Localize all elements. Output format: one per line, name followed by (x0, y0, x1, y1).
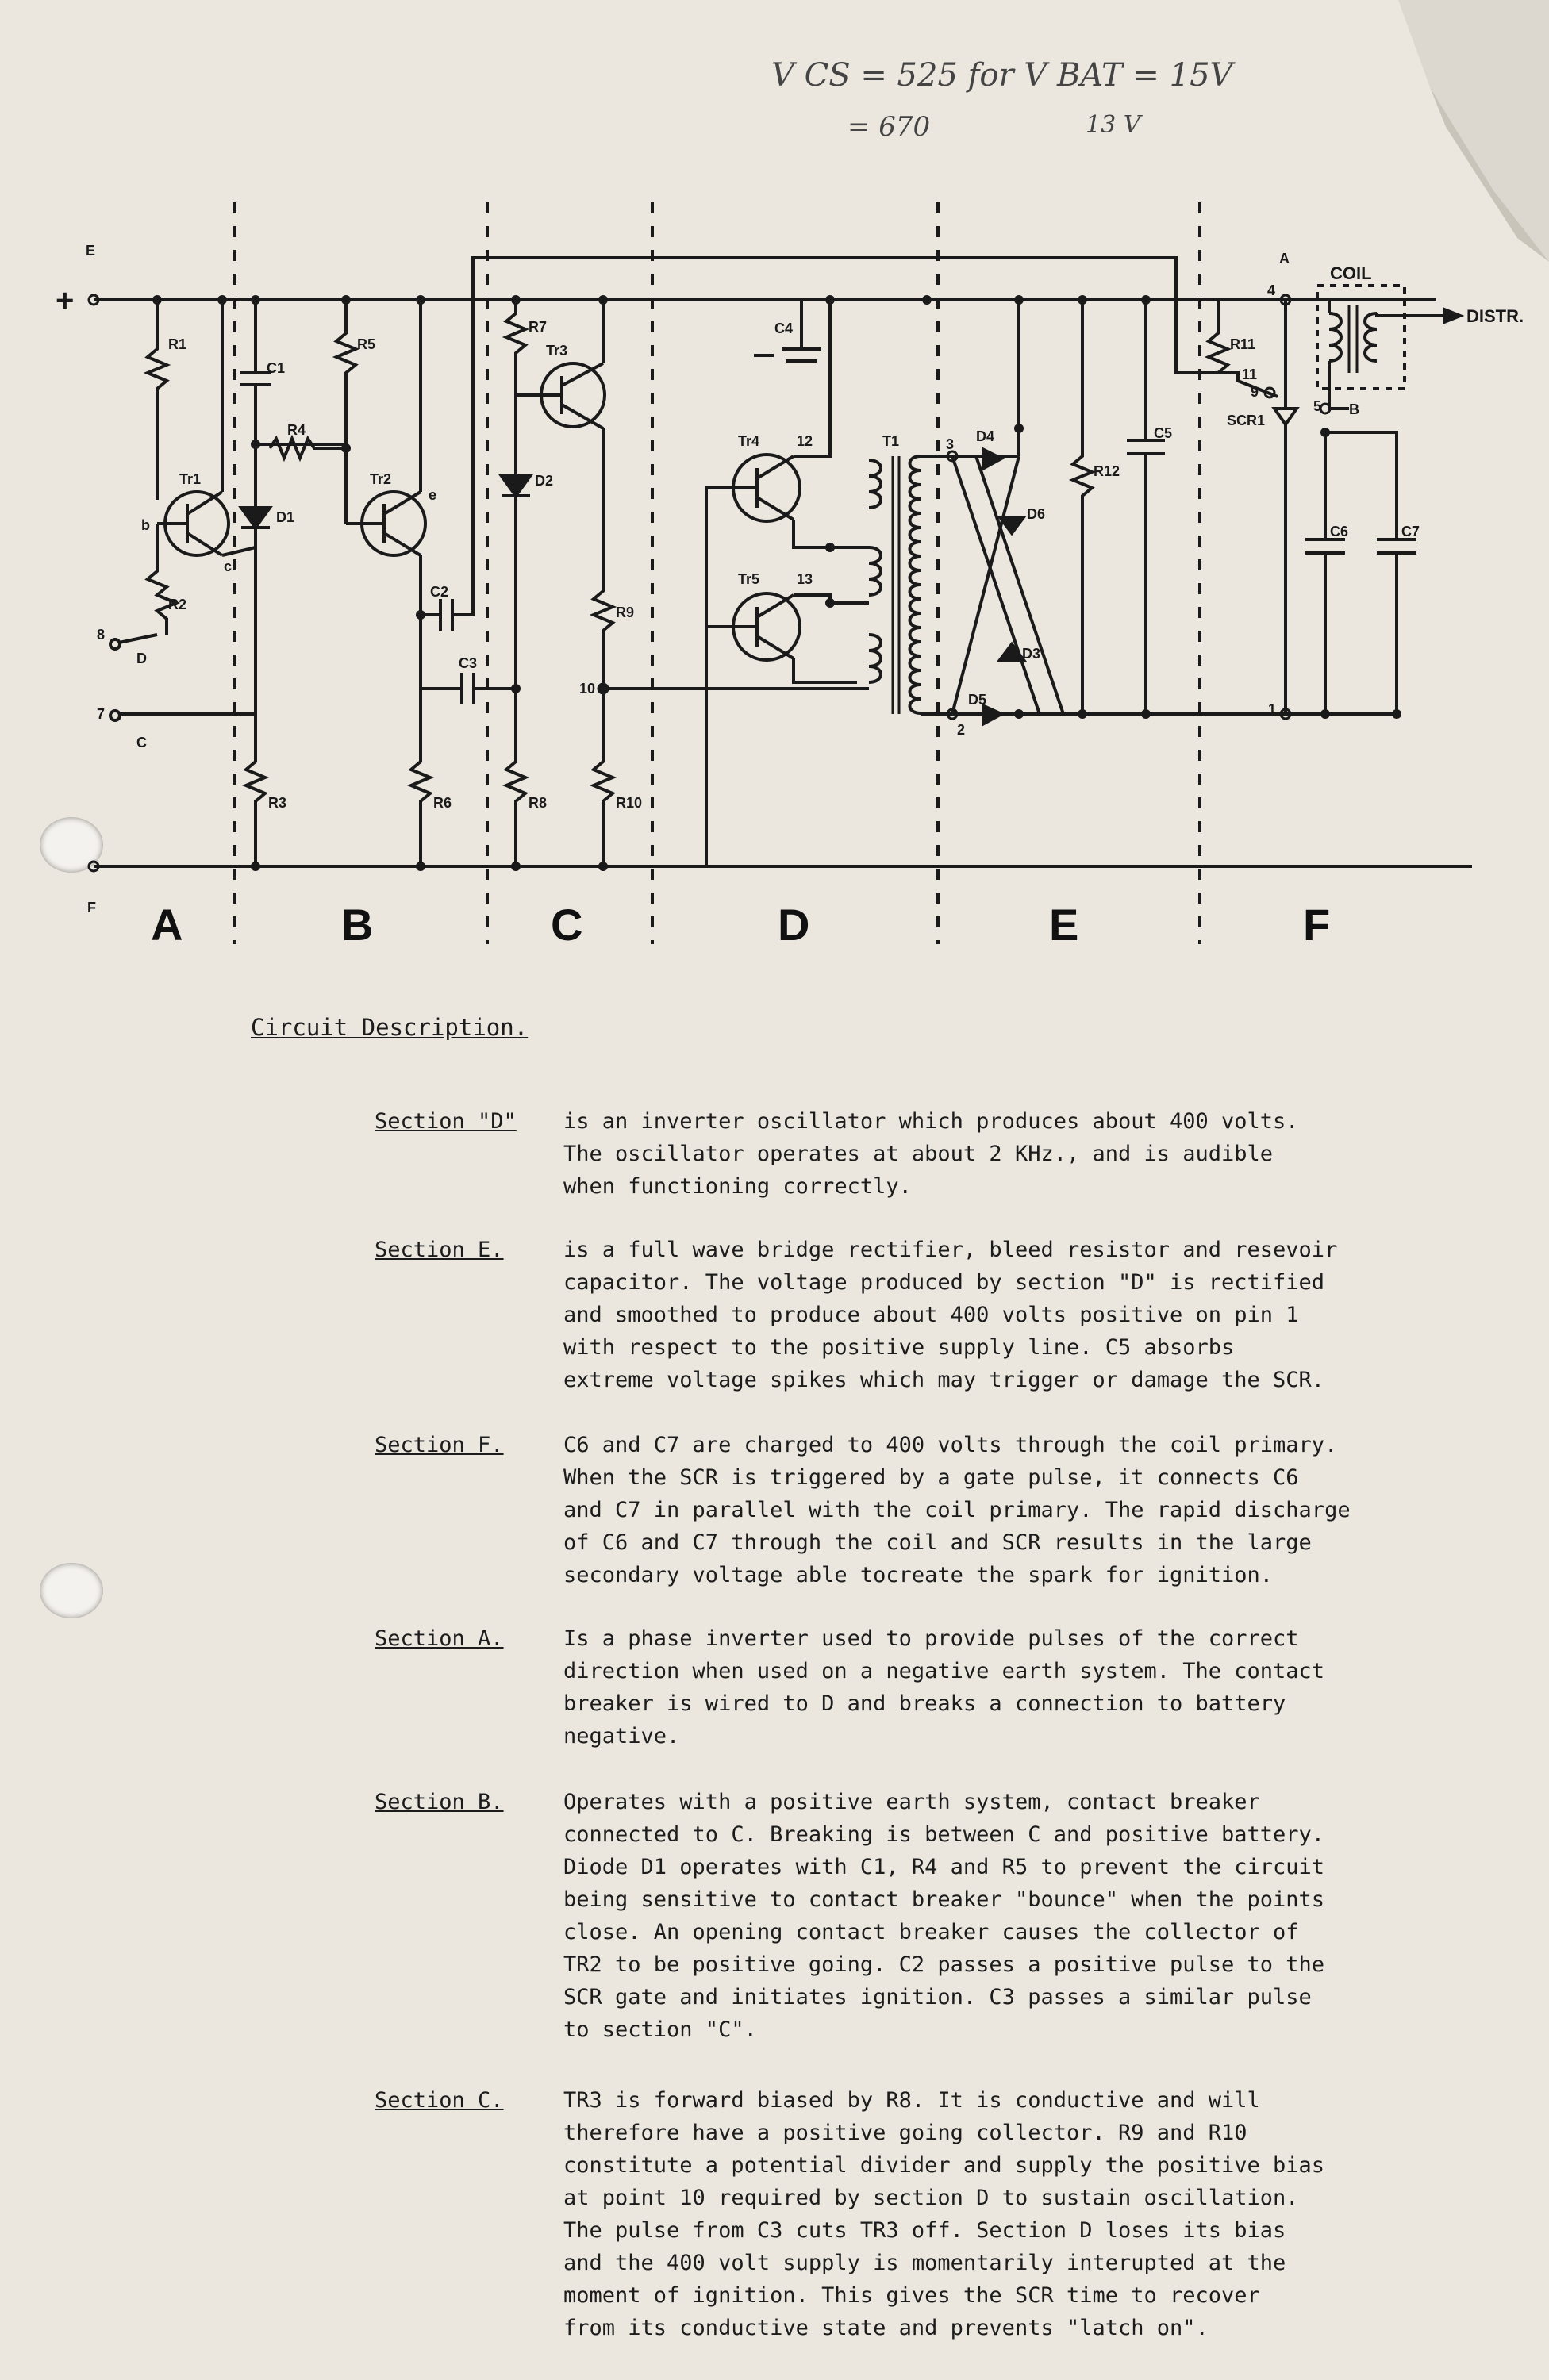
section-label: Section A. (375, 1626, 504, 1651)
terminal-label: B (1349, 401, 1359, 417)
component-label: C5 (1154, 425, 1173, 441)
component-label: Tr5 (738, 571, 760, 587)
section-label: Section F. (375, 1433, 504, 1457)
component-label: C1 (267, 360, 286, 376)
section-text-line: The oscillator operates at about 2 KHz., and is audible (563, 1142, 1274, 1166)
component-label: C4 (774, 321, 794, 336)
section-text-line: is a full wave bridge rectifier, bleed resistor and resevoir (563, 1238, 1338, 1262)
component-label: D4 (976, 428, 995, 444)
component-label: R3 (268, 795, 287, 811)
section-letter: C (551, 900, 583, 950)
terminal-label: F (87, 900, 96, 916)
capacitor-c6 (1305, 432, 1345, 714)
component-label: Tr3 (546, 343, 568, 359)
component-label: COIL (1330, 263, 1372, 283)
pin-label: b (141, 517, 150, 533)
handwritten-note: 13 V (1086, 111, 1141, 139)
section-text-line: capacitor. The voltage produced by section "D" is rectified (563, 1270, 1325, 1295)
diode-d2 (502, 476, 530, 496)
component-label: D1 (276, 509, 295, 525)
section-text-line: extreme voltage spikes which may trigger or damage the SCR. (563, 1368, 1325, 1392)
resistor-r6 (411, 615, 430, 866)
capacitor-c3 (421, 673, 516, 704)
terminal-label: 5 (1313, 398, 1322, 414)
terminal-label: E (86, 243, 96, 259)
resistor-r4 (270, 439, 346, 458)
section-letter: F (1303, 900, 1331, 950)
section-text-line: and the 400 volt supply is momentarily interupted at the (563, 2251, 1286, 2275)
section-text-line: at point 10 required by section D to sustain oscillation. (563, 2186, 1299, 2210)
terminal-label: 8 (97, 627, 106, 643)
diode-d1 (241, 508, 270, 528)
component-label: C3 (459, 655, 478, 671)
terminal-label: A (1279, 251, 1290, 267)
component-label: T1 (882, 433, 900, 449)
component-label: SCR1 (1227, 413, 1266, 428)
terminal-label: C (136, 735, 147, 750)
section-letter: B (341, 900, 374, 950)
terminal-label: 13 (797, 571, 813, 587)
component-label: D6 (1027, 506, 1046, 522)
component-label: R1 (168, 336, 187, 352)
resistor-r2 (148, 524, 176, 635)
coil-secondary (1365, 313, 1377, 361)
section-letter: D (778, 900, 810, 950)
component-label: R7 (529, 319, 548, 335)
capacitor-c7 (1325, 432, 1416, 714)
section-text-line: negative. (563, 1724, 680, 1749)
pin-label: c (224, 559, 233, 574)
component-label: R4 (287, 422, 306, 438)
terminal-label: 11 (1242, 367, 1258, 382)
section-text-line: breaker is wired to D and breaks a connection to battery (563, 1691, 1286, 1716)
section-label: Section C. (375, 2088, 504, 2113)
terminal-label: 7 (97, 706, 106, 722)
resistor-r8 (506, 460, 525, 866)
component-label: C6 (1330, 524, 1349, 539)
section-text-line: direction when used on a negative earth system. The contact (563, 1659, 1325, 1683)
diode-d6 (1000, 517, 1024, 533)
section-letter: E (1049, 900, 1079, 950)
terminal-label: 3 (946, 436, 955, 452)
component-label: R6 (433, 795, 452, 811)
section-text-line: being sensitive to contact breaker "bounce" when the points (563, 1887, 1325, 1912)
section-text-line: and C7 in parallel with the coil primary. The rapid discharge (563, 1498, 1351, 1522)
section-text-line: close. An opening contact breaker causes the collector of (563, 1920, 1299, 1944)
diode-d4 (984, 450, 1001, 468)
section-text-line: TR3 is forward biased by R8. It is conductive and will (563, 2088, 1260, 2113)
capacitor-c5 (1127, 300, 1165, 714)
section-text-line: when functioning correctly. (563, 1174, 912, 1199)
punch-hole (40, 1563, 103, 1618)
component-label: R8 (529, 795, 548, 811)
section-text-line: The pulse from C3 cuts TR3 off. Section D loses its bias (563, 2218, 1286, 2243)
component-label: R12 (1094, 463, 1120, 479)
section-text-line: constitute a potential divider and supply the positive bias (563, 2153, 1325, 2178)
resistor-r1 (148, 300, 167, 500)
resistor-r9-r10 (594, 428, 613, 866)
section-letter: A (151, 900, 183, 950)
handwritten-note: = 670 (848, 111, 931, 143)
component-label: D5 (968, 692, 987, 708)
section-text-line: connected to C. Breaking is between C and positive battery. (563, 1822, 1325, 1847)
terminal-label: + (56, 283, 75, 318)
section-text-line: therefore have a positive going collector. R9 and R10 (563, 2121, 1247, 2145)
resistor-r7 (506, 300, 525, 460)
section-text-line: SCR gate and initiates ignition. C3 passes a similar pulse (563, 1985, 1312, 2010)
terminal-label: 10 (579, 681, 596, 697)
terminal-label: 12 (797, 433, 813, 449)
component-label: R5 (357, 336, 376, 352)
component-label: R10 (616, 795, 643, 811)
resistor-r12 (1073, 300, 1092, 714)
section-text-line: C6 and C7 are charged to 400 volts through the coil primary. (563, 1433, 1338, 1457)
circuit-schematic (0, 0, 1549, 976)
section-text-line: from its conductive state and prevents "latch on". (563, 2316, 1209, 2340)
resistor-r5 (336, 300, 356, 448)
component-label: Tr2 (370, 471, 392, 487)
section-text-line: and smoothed to produce about 400 volts positive on pin 1 (563, 1303, 1299, 1327)
section-text-line: with respect to the positive supply line. C5 absorbs (563, 1335, 1235, 1360)
component-label: D3 (1022, 646, 1041, 662)
component-label: Tr4 (738, 433, 760, 449)
terminal-label: 4 (1267, 282, 1276, 298)
section-label: Section E. (375, 1238, 504, 1262)
section-text-line: to section "C". (563, 2017, 757, 2042)
capacitor-c2 (421, 258, 1218, 631)
section-text-line: moment of ignition. This gives the SCR time to recover (563, 2283, 1260, 2308)
resistor-r11 (1209, 300, 1228, 373)
transformer-t1-secondary (910, 456, 921, 713)
terminal-label: 9 (1251, 384, 1259, 400)
component-label: C2 (430, 584, 449, 600)
section-text-line: Diode D1 operates with C1, R4 and R5 to prevent the circuit (563, 1855, 1325, 1879)
page-title: Circuit Description. (251, 1014, 529, 1041)
section-text-line: Operates with a positive earth system, contact breaker (563, 1790, 1260, 1814)
pin-label: e (429, 487, 437, 503)
section-text-line: secondary voltage able tocreate the spark for ignition. (563, 1563, 1274, 1587)
section-text-line: TR2 to be positive going. C2 passes a positive pulse to the (563, 1952, 1325, 1977)
transformer-t1-primary (869, 460, 881, 682)
handwritten-note: V CS = 525 for V BAT = 15V (771, 57, 1233, 94)
component-label: D2 (535, 473, 554, 489)
section-text-line: Is a phase inverter used to provide pulses of the correct (563, 1626, 1299, 1651)
section-text-line: is an inverter oscillator which produces about 400 volts. (563, 1109, 1299, 1134)
component-label: R2 (168, 597, 187, 612)
terminal-label: D (136, 651, 147, 666)
component-label: R9 (616, 605, 635, 620)
component-label: C7 (1401, 524, 1420, 539)
resistor-r3 (246, 528, 265, 866)
section-label: Section "D" (375, 1109, 517, 1134)
diode-d5 (984, 706, 1001, 724)
component-label: DISTR. (1466, 306, 1524, 326)
component-label: Tr1 (179, 471, 202, 487)
section-text-line: When the SCR is triggered by a gate pulse, it connects C6 (563, 1465, 1299, 1490)
terminal-label: 1 (1268, 701, 1277, 717)
section-text-line: of C6 and C7 through the coil and SCR results in the large (563, 1530, 1312, 1555)
section-label: Section B. (375, 1790, 504, 1814)
coil-primary (1329, 313, 1341, 361)
scr1 (1274, 300, 1297, 424)
component-label: R11 (1230, 336, 1256, 352)
terminal-label: 2 (957, 722, 966, 738)
